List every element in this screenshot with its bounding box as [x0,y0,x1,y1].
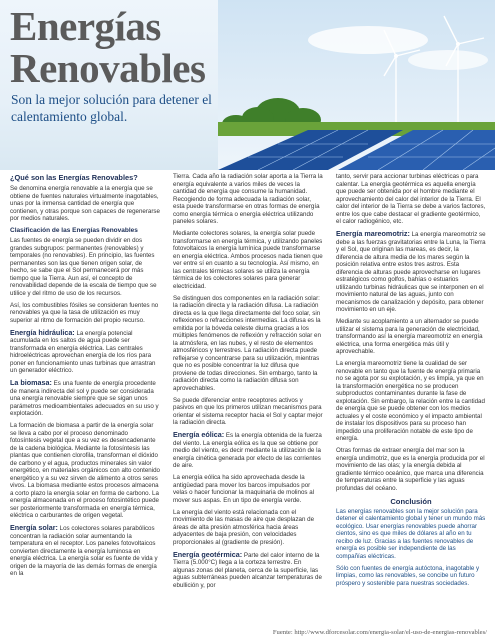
paragraph-solar [10,524,160,578]
paragraph: La energía del viento está relacionada con el movimiento de las masas de aire que desplazan de áreas de alta presión atmosférica hacia áreas adyacentes de baja presión, con velocidades proporcionales al (gradiente de presión). [173,508,315,546]
paragraph: Mediante colectores solares, la energía solar puede transformarse en energía térmica, y utilizando paneles fotovoltaicos la energía lumínica puede transformarse en energía eléctrica. Ambos procesos nada tienen que ver entre sí en cuanto a su tecnología. Así mismo, en las centrales térmicas solares se utiliza la energía térmica de los colectores solares para generar electricidad. [173,230,323,290]
term-mareomotriz: Energía mareomotriz: [336,229,410,238]
paragraph: La formación de biomasa a partir de la energía solar se lleva a cabo por el proceso denominado fotosíntesis vegetal que a su vez es desencadenante de la cadena biológica. Mediante la fotosíntesis las plantas que contienen clorofila, transforman el dióxido de carbono y el agua, productos minerales sin valor energético, en materiales orgánicos con alto contenido energético y a su vez sirven de alimento a otros seres vivos. La biomasa mediante estos procesos almacena a corto plazo la energía solar en forma de carbono. La energía almacenada en el proceso fotosintético puede ser posteriormente transformada en energía térmica, eléctrica o carburantes de origen vegetal. [10,422,160,519]
hero-banner [0,0,495,170]
heading-que-son: ¿Qué son las Energías Renovables? [10,173,138,182]
article-body [10,173,488,625]
paragraph-mareomotriz [336,230,486,314]
paragraph-conclusion: Sólo con fuentes de energía autóctona, inagotable y limpias, como las renovables, se concibe un futuro próspero y sostenible para nuestras sociedades. [336,564,480,587]
page-title [10,3,206,91]
column-1 [10,173,160,625]
paragraph: Se puede diferenciar entre receptores activos y pasivos en que los primeros utilizan mecanismos para orientar el sistema receptor hacia el Sol y captar mejor la radiación directa. [173,396,323,426]
paragraph: Así, los combustibles fósiles se consideran fuentes no renovables ya que la tasa de utilización es muy superior al ritmo de formación del propio recurso. [10,301,159,324]
heading-clasificacion: Clasificación de las Energías Renovables [10,227,138,234]
paragraph: Se denomina energía renovable a la energía que se obtiene de fuentes naturales virtualmente inagotables, unas por la inmensa cantidad de energía que contienen, y otras porque son capaces de regenerarse por medios naturales. [10,185,160,222]
text: Los colectores solares parabólicos concentran la radiación solar aumentando la temperatura en el receptor. Los paneles fotovoltaicos convierten directamente la energía luminosa en energía eléctrica. La energía solar es fuente de vida y origen de la mayoría de las demás formas de energía en la [10,525,158,577]
paragraph-conclusion: Las energías renovables son la mejor solución para detener el calentamiento global y tener un mundo más ecológico. Usar energías renovables puede ahorrar cientos, sino es que miles de dólares al año en tu recibo de luz. Gracias a las fuentes renovables de energía es posible ser independiente de las compañías eléctricas. [336,507,486,560]
paragraph-geotermica [173,551,323,590]
paragraph: La energía mareomotriz tiene la cualidad de ser renovable en tanto que la fuente de energía primaria no se agota por su explotación, y es limpia, ya que en la transformación energética no se producen subproductos contaminantes durante la fase de explotación. Sin embargo, la relación entre la cantidad de energía que se puede obtener con los medios actuales y el coste económico y el impacto ambiental de instalar los dispositivos para su proceso han impedido una proliferación notable de este tipo de energía. [336,360,485,442]
paragraph: Tierra. Cada año la radiación solar aporta a la Tierra la energía equivalente a varios miles de veces la cantidad de energía que consume la humanidad. Recogiendo de forma adecuada la radiación solar, esta puede transformarse en otras formas de energía como energía térmica o energía eléctrica utilizando paneles solares. [173,173,323,225]
paragraph: Mediante su acoplamiento a un alternador se puede utilizar el sistema para la generación de electricidad, transformando así la energía mareomotriz en energía eléctrica, una forma energética más útil y aprovechable. [336,318,483,355]
paragraph-eolica [173,431,323,470]
source-link[interactable]: Fuente: http://www.dforcesolar.com/energia-solar/el-uso-de-energias-renovables/ [272,629,487,636]
paragraph: Otras formas de extraer energía del mar son la energía undimotriz, que es la energía producida por el movimiento de las olas; y la energía debida al gradiente térmico oceánico, que marca una diferencia de temperaturas entre la superficie y las aguas profundas del océano. [336,447,485,492]
text: Parte del calor interno de la Tierra (5.000°C) llega a la corteza terrestre. En algunas zonas del planeta, cerca de la superficie, las aguas subterráneas pueden alcanzar temperaturas de ebullición y, por [173,551,322,589]
title-line-1: Energías [10,3,161,49]
renewable-energy-illustration [218,0,495,170]
title-line-2: Renovables [10,45,206,91]
term-eolica: Energía eólica: [173,430,225,439]
text: La energía mareomotriz se debe a las fuerzas gravitatorias entre la Luna, la Tierra y el Sol, que originan las mareas, es decir, la diferencia de altura media de los mares según la posición relativa entre estos tres astros. Esta diferencia de alturas puede aprovecharse en lugares estratégicos como golfos, bahías o estuarios utilizando turbinas hidráulicas que se interponen en el movimiento natural de las aguas, junto con mecanismos de canalización y depósito, para obtener movimiento en un eje. [336,231,486,313]
paragraph-hidraulica [10,329,160,375]
text: Es la energía obtenida de la fuerza del viento. La energía eólica es la que se obtiene por medio del viento, es decir mediante la utilización de la energía cinética generada por efecto de las corrientes de aire. [173,432,322,469]
column-2 [173,173,323,625]
text: La energía potencial acumulada en los saltos de agua puede ser transformada en energía eléctrica. Las centrales hidroeléctricas aprovechan energía de los ríos para poner en funcionamiento unas turbinas que arrastran un generador eléctrico. [10,329,156,374]
term-geotermica: Energía geotérmica: [173,549,243,559]
paragraph: La energía eólica ha sido aprovechada desde la antigüedad para mover los barcos impulsados por velas o hacer funcionar la maquinaria de molinos al mover sus aspas. En un tipo de energía verde. [173,474,315,504]
source-footer [0,629,495,636]
heading-conclusion: Conclusión [390,496,432,506]
column-3 [336,173,486,625]
term-hidraulica: Energía hidráulica: [10,327,75,337]
paragraph: Se distinguen dos componentes en la radiación solar: la radiación directa y la radiación difusa. La radiación directa es la que llega directamente del foco solar, sin reflexiones o refracciones intermedias. La difusa es la emitida por la bóveda celeste diurna gracias a los múltiples fenómenos de reflexión y refracción solar en la atmósfera, en las nubes, y el resto de elementos atmosféricos y terrestres. La radiación directa puede reflejarse y concentrarse para su utilización, mientras que no es posible concentrar la luz difusa que proviene de todas direcciones. Sin embargo, tanto la radiación directa como la radiación difusa son aprovechables. [173,294,321,392]
page-subtitle: Son la mejor solución para detener el calentamiento global. [11,92,212,124]
term-solar: Energía solar: [10,523,58,532]
paragraph-biomasa [10,379,160,418]
text: Es una fuente de energía procedente de manera indirecta del sol y puede ser considerada una energía renovable siempre que se sigan unos parámetros medioambientales adecuados en su uso y explotación. [10,380,159,417]
paragraph: tanto, servir para accionar turbinas eléctricas o para calentar. La energía geotérmica es aquella energía que puede ser obtenida por el hombre mediante el aprovechamiento del calor del interior de la Tierra. El calor del interior de la Tierra se debe a varios factores, entre los que cabe destacar el gradiente geotérmico, el calor radiogénico, etc. [336,173,486,225]
term-biomasa: La biomasa: [10,378,52,387]
paragraph: Las fuentes de energía se pueden dividir en dos grandes subgrupos: permanentes (renovables) y temporales (no renovables). En principio, las fuentes permanentes son las que tienen origen solar, de hecho, se sabe que el Sol permanecerá por más tiempo que la Tierra. Aun así, el concepto de renovabilidad depende de la escala de tiempo que se utilice y del ritmo de uso de los recursos. [10,237,157,297]
